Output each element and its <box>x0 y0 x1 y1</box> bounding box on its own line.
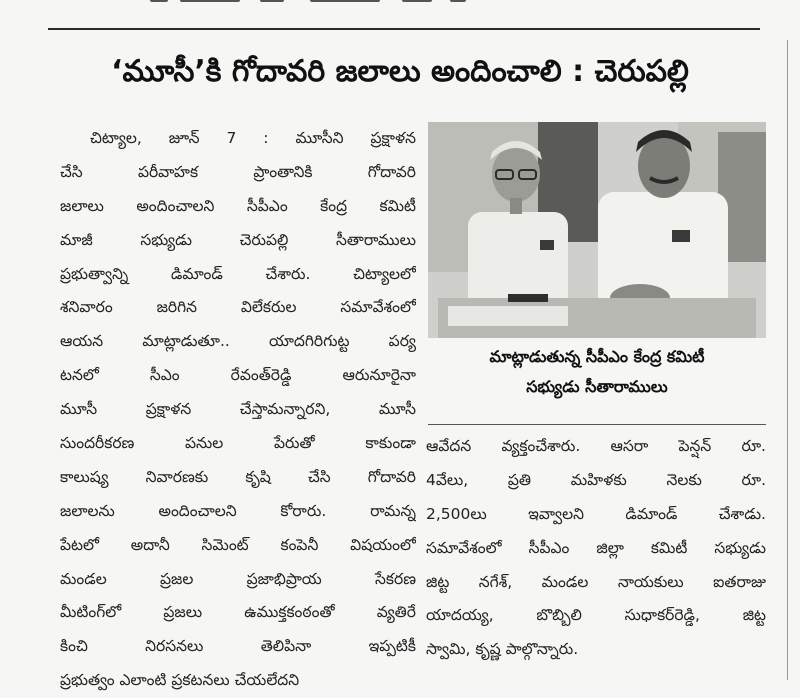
body-line: టనలో సీఎం రేవంత్‌రెడ్డి ఆరునూరైనా <box>60 366 416 385</box>
right-column <box>426 430 766 667</box>
body-line: ప్రభుత్వం ఎలాంటి ప్రకటనలు చేయలేదని <box>60 671 300 690</box>
photo-caption <box>428 342 766 420</box>
body-line: శనివారం జరిగిన విలేకరుల సమావేశంలో <box>60 298 416 317</box>
left-column <box>60 122 416 698</box>
body-line: మండల ప్రజల ప్రజాభిప్రాయ సేకరణ <box>60 569 416 588</box>
body-line: చిట్యాల, జూన్ 7 : మూసీని ప్రక్షాళన <box>90 129 416 147</box>
body-line: మీటింగ్‌లో ప్రజలు ఉముక్తకంఠంతో వ్యతిరే <box>60 603 416 622</box>
body-line: ఆవేదన వ్యక్తంచేశారు. ఆసరా పెన్షన్ రూ. <box>426 437 766 455</box>
body-line: జలాలను అందించాలని కోరారు. రామన్న <box>60 501 416 520</box>
body-line: జిట్ట నగేశ్, మండల నాయకులు ఐతరాజు <box>426 572 766 591</box>
body-line: ప్రభుత్వాన్ని డిమాండ్ చేశారు. చిట్యాలలో <box>60 264 416 283</box>
body-line: 4వేలు, ప్రతి మహిళకు నెలకు రూ. <box>426 470 766 489</box>
body-line: ఆయన మాట్లాడుతూ.. యాదగిరిగుట్ట పర్య <box>60 332 416 351</box>
column-divider <box>787 40 788 680</box>
body-line: కించి నిరసనలు తెలిపినా ఇప్పటికీ <box>60 637 416 656</box>
caption-line: మాట్లాడుతున్న సీపీఎం కేంద్ర కమిటీ <box>489 347 705 366</box>
body-line: చేసి పరీవాహక ప్రాంతానికి గోదావరి <box>60 162 416 181</box>
caption-line: సభ్యుడు సీతారాములు <box>526 377 668 396</box>
top-rule <box>48 28 760 30</box>
body-line: జలాలు అందించాలని సీపీఎం కేంద్ర కమిటీ <box>60 196 416 215</box>
body-line: సుందరీకరణ పనుల పేరుతో కాకుండా <box>60 434 416 453</box>
clipped-previous-article <box>140 0 580 6</box>
body-line: సమావేశంలో సీపీఎం జిల్లా కమిటీ సభ్యుడు <box>426 538 766 557</box>
body-line: స్వామి, కృష్ణ పాల్గొన్నారు. <box>426 640 579 659</box>
body-line: పేటలో అదానీ సిమెంట్ కంపెనీ విషయంలో <box>60 535 416 554</box>
body-line: 2,500లు ఇవ్వాలని డిమాండ్ చేశాడు. <box>426 504 766 523</box>
body-line: కాలుష్య నివారణకు కృషి చేసి గోదావరి <box>60 467 416 486</box>
caption-rule <box>428 424 766 425</box>
body-line: మూసీ ప్రక్షాళన చేస్తామన్నారని, మూసీ <box>60 400 416 419</box>
headline: ‘మూసీ’కి గోదావరి జలాలు అందించాలి : చెరుపల్లి <box>111 54 689 89</box>
body-line: మాజీ సభ్యుడు చెరుపల్లి సీతారాములు <box>60 230 416 249</box>
article-photo <box>428 122 766 338</box>
body-line: యాదయ్య, బొబ్బిలి సుధాకర్‌రెడ్డి, జిట్ట <box>426 606 766 625</box>
